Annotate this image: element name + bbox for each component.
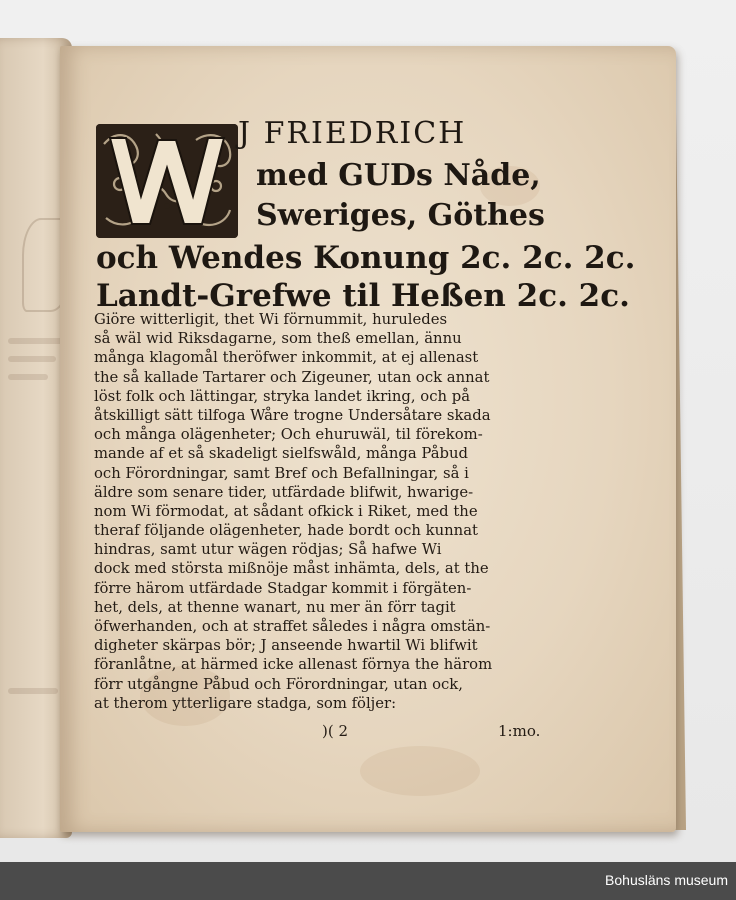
body-line: och många olägenheter; Och ehuruwäl, til förekom- <box>94 426 483 444</box>
museum-credit: Bohusläns museum <box>605 872 728 888</box>
catchword: 1:mo. <box>498 722 541 740</box>
initial-ornament-graphic <box>96 124 238 238</box>
left-page-text-trace <box>8 688 58 694</box>
body-line: nom Wi förmodat, at sådant ofkick i Riket, med the <box>94 502 478 520</box>
paper-stain <box>360 746 480 796</box>
body-text <box>94 310 542 713</box>
left-page-text-trace <box>8 338 64 344</box>
body-line: hindras, samt utur wägen rödjas; Så hafwe Wi <box>94 541 442 559</box>
body-line: äldre som senare tider, utfärdade blifwit, hwarige- <box>94 483 474 501</box>
body-line: theraf följande olägenheter, hade bordt och kunnat <box>94 522 478 540</box>
left-page-text-trace <box>8 374 48 380</box>
body-line: föranlåtne, at härmed icke allenast förnya the härom <box>94 656 493 674</box>
body-line: öfwerhanden, och at straffet således i några omstän- <box>94 618 491 635</box>
body-line: förr utgångne Påbud och Förordningar, utan ock, <box>94 675 463 693</box>
left-page-text-trace <box>8 356 56 362</box>
body-line: het, dels, at thenne wanart, nu mer än förr tagit <box>94 598 456 616</box>
body-line: förre härom utfärdade Stadgar kommit i förgäten- <box>94 579 472 597</box>
body-line: Giöre witterligit, thet Wi förnummit, huruledes <box>94 311 448 328</box>
heading-line-3: Sweriges, Göthes <box>256 198 545 233</box>
body-line: löst folk och lättingar, stryka landet ikring, och på <box>94 387 471 405</box>
heading-line-5: Landt-Grefwe til Heßen 2c. 2c. <box>96 278 630 314</box>
heading-line-2: med GUDs Nåde, <box>256 158 541 193</box>
body-line: dock med största mißnöje måst inhämta, dels, at the <box>94 560 489 578</box>
body-line: åtskilligt sätt tilfoga Wåre trogne Undersåtare skada <box>94 406 491 424</box>
body-line: många klagomål theröfwer inkommit, at ej allenast <box>94 349 479 367</box>
body-line: at therom ytterligare stadga, som följer: <box>94 694 397 712</box>
body-line: digheter skärpas bör; J anseende hwartil Wi blifwit <box>94 637 478 655</box>
credit-bar <box>0 862 736 900</box>
body-line: så wäl wid Riksdagarne, som theß emellan, ännu <box>94 330 462 348</box>
body-line: the så kallade Tartarer och Zigeuner, utan ock annat <box>94 368 490 386</box>
heading-line-4: och Wendes Konung 2c. 2c. 2c. <box>96 240 636 276</box>
heading-line-1: J FRIEDRICH <box>238 116 467 151</box>
body-line: mande af et så skadeligt sielfswåld, många Påbud <box>94 445 468 463</box>
body-line: och Förordningar, samt Bref och Befallningar, så i <box>94 464 469 482</box>
signature-mark: )( 2 <box>322 722 349 740</box>
decorated-initial <box>96 124 238 238</box>
